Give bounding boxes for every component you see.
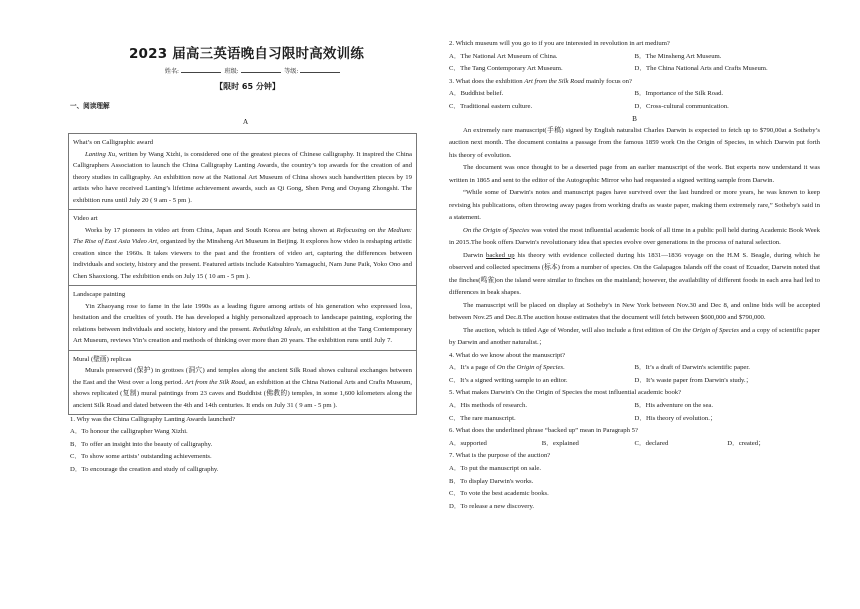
question-5 — [449, 387, 820, 425]
text-span: was voted the most influential academic book of all time in a public poll held during Academic Book Week in 2015.The book offers Darwin's revolutionary idea that species evolve over generations in the process of natural selection. — [449, 226, 820, 247]
name-label: 姓名: — [164, 68, 179, 75]
text-span: mainly focus on? — [584, 77, 632, 85]
option-a[interactable]: A．supported — [449, 439, 487, 447]
option-row — [449, 413, 820, 426]
option-c[interactable]: C．To vote the best academic books. — [449, 490, 549, 498]
landscape-section — [69, 285, 416, 350]
text-span: his theory with evidence collected during his 1831—1836 voyage on the H.M S. Beagle, during which he observed and collected specimens (标本) from a number of species. On the Galapagos Islands off the coast of Ecuador, Darwin noted that the finches(鸣雀)on the island were similar to finches on the mainland; however, the availability of different foods in each area had led to differences in beak shapes. — [449, 251, 820, 297]
paragraph-5 — [449, 250, 820, 300]
option-row — [449, 400, 820, 413]
exhibition-title: Refocusing on the Medium: The Rise of East Asia Video Art — [73, 226, 413, 245]
class-blank[interactable] — [241, 66, 281, 73]
option-d[interactable]: D．To release a new discovery. — [449, 502, 535, 510]
question-6 — [449, 425, 820, 450]
option-c[interactable]: C．Traditional eastern culture. — [449, 102, 533, 110]
passage-b-label: B — [632, 114, 637, 123]
paragraph-4 — [449, 225, 820, 250]
option-a[interactable]: A．His methods of research. — [449, 401, 528, 409]
mural-section — [69, 350, 416, 415]
option-d[interactable]: D．To encourage the creation and study of calligraphy. — [70, 465, 219, 473]
option-row — [449, 51, 820, 64]
option-b[interactable]: B．To display Darwin's works. — [449, 477, 534, 485]
page-title: 2023 届高三英语晚自习限时高效训练 — [128, 46, 365, 62]
option-row — [449, 375, 820, 388]
question-stem — [449, 76, 820, 89]
option-d[interactable]: D．It’s waste paper from Darwin's study.； — [634, 376, 753, 384]
option-a[interactable]: A．To put the manuscript on sale. — [449, 464, 542, 472]
section-heading: 一、阅读理解 — [70, 102, 110, 110]
option-c[interactable]: C．declared — [634, 439, 669, 447]
grade-blank[interactable] — [300, 66, 340, 73]
text-span: Murals preserved (保护) in grottoes (洞穴) and temples along the ancient Silk Road shows cultural exchanges between the East and the West over a long period. — [73, 367, 412, 386]
option-c[interactable]: C．It’s a signed writing sample to an editor. — [449, 376, 568, 384]
class-label: 班级: — [224, 68, 239, 75]
option-c[interactable]: C．The rare manuscript. — [449, 414, 516, 422]
option-b[interactable]: B．It’s a draft of Darwin's scientific paper. — [634, 364, 750, 372]
exhibition-title: Rebuilding Ideals — [252, 325, 301, 333]
calligraphy-section — [69, 134, 416, 209]
question-stem: 6. What does the underlined phrase “backed up” mean in Paragraph 5? — [449, 427, 638, 435]
time-limit: 【限时 65 分钟】 — [215, 82, 280, 91]
text-span: 3. What does the exhibition — [449, 77, 525, 85]
option-d[interactable]: D．created； — [727, 439, 765, 447]
passage-a-label: A — [242, 117, 249, 126]
section-title: Video art — [73, 215, 98, 222]
paragraph-2: The document was once thought to be a deserted page from an earlier manuscript of the work. But experts now understand it was written in 1865 and sent to the editor of the Autographic Mirror who had requested a signed writing sample from Darwin. — [449, 164, 820, 184]
book-title: On the Origin of Species — [672, 326, 740, 334]
book-title: Lanting Xu — [85, 150, 116, 158]
question-4 — [449, 350, 820, 388]
text-span: . — [563, 364, 565, 372]
option-row — [449, 63, 820, 76]
question-7 — [449, 450, 820, 513]
section-text — [73, 225, 412, 283]
section-text — [73, 149, 412, 207]
book-title: On the Origin of Species — [496, 364, 564, 372]
text-span: Yin Zhaoyang rose to fame in the late 1990s as a leading figure among artists of his generation who expressed loss, hesitation and the cruelties of youth. He has developed a highly personalized approach to landscape painting, exploring the relations between individuals and society, history and the present. — [73, 302, 412, 333]
question-stem: 1. Why was the China Calligraphy Lanting Awards launched? — [70, 416, 236, 423]
grade-label: 等级: — [284, 68, 299, 75]
option-row — [449, 88, 820, 101]
left-column — [70, 42, 417, 476]
section-title: What’s on Calligraphic award — [73, 139, 154, 146]
text-span: and a copy of scientific paper by Darwin and another naturalist.； — [449, 326, 820, 347]
option-b[interactable]: B．Importance of the Silk Road. — [634, 90, 724, 98]
option-a[interactable]: A．To honour the calligrapher Wang Xizhi. — [70, 428, 188, 436]
student-info-line — [90, 66, 417, 75]
question-stem: 5. What makes Darwin's On the Origin of Species the most influential academic book? — [449, 389, 682, 397]
question-3 — [449, 76, 820, 114]
option-b[interactable]: B．His adventure on the sea. — [634, 401, 714, 409]
text-span: The auction, which is titled Age of Wonder, will also include a first edition of — [463, 326, 673, 334]
exhibition-title: Art from the Silk Road — [184, 378, 246, 386]
option-b[interactable]: B．To offer an insight into the beauty of calligraphy. — [70, 440, 213, 448]
paragraph-6: The manuscript will be placed on display at Sotheby's in New York between Nov.30 and Dec 8, and online bids will be accepted between Nov.25 and Dec.8.The auction house estimates that the document will fetch between $600,000 and $790,000. — [449, 301, 820, 322]
option-a[interactable]: A．The National Art Museum of China. — [449, 52, 558, 60]
section-text — [73, 365, 412, 411]
name-blank[interactable] — [181, 66, 221, 73]
section-text — [73, 301, 412, 347]
option-b[interactable]: B．explained — [541, 439, 579, 447]
right-column — [449, 38, 820, 513]
text-span: Darwin — [463, 251, 486, 259]
text-span: A．It’s a page of — [449, 364, 497, 372]
video-art-section — [69, 209, 416, 285]
question-stem: 2. Which museum will you go to if you are interested in revolution in art medium? — [449, 40, 670, 47]
question-1 — [70, 414, 417, 476]
option-a[interactable] — [449, 362, 635, 375]
passage-b — [449, 125, 820, 350]
option-d[interactable]: D．The China National Arts and Crafts Museum. — [634, 65, 768, 73]
text-span: , organized by the Minsheng Art Museum in Beijing. It explores how video is reshaping artistic creation since the 1960s. It takes viewers to the past and the frontiers of video art, capturing the differences between individuals and society, history and the present. Featured artists include Katsuhiro Yamaguchi, Nam June Paik, Yoko Ono and Chen Shaoxiong. The exhibition ends on July 15 ( 10 am - 5 pm ). — [73, 238, 413, 280]
text-span: , an exhibition at the Tang Contemporary Art Museum, reviews Yin’s creation and methods of thinking over more than 20 years. The exhibition runs until July 7. — [73, 325, 412, 344]
option-b[interactable]: B．The Minsheng Art Museum. — [634, 52, 722, 60]
option-c[interactable]: C．To show some artists’ outstanding achievements. — [70, 453, 212, 461]
option-c[interactable]: C．The Tang Contemporary Art Museum. — [449, 65, 563, 73]
text-span: , written by Wang Xizhi, is considered one of the greatest pieces of Chinese calligraphy. It inspired the China Calligraphers Association to launch the China Calligraphy Lanting Awards, the country’s top awards for the creation of and theory studies in calligraphy. An exhibition now at the National Art Museum of China shows such handwritten pieces by 19 artists who have received Lanting’s lifetime achievement awards, such as Qi Gong, Shen Peng and Ouyang Zhongshi. The exhibition runs until July 20 ( 9 am - 5 pm ). — [73, 150, 412, 204]
paragraph-7 — [449, 325, 820, 350]
option-row — [449, 101, 820, 114]
passage-a-table — [68, 133, 417, 415]
paragraph-3: “While some of Darwin's notes and manuscript pages have survived over the last hundred or more years, he was known to keep revising his publications, often throwing away pages from working drafts as waste paper, making them extremely rare,” Sotheby's said in a statement. — [449, 189, 820, 222]
option-d[interactable]: D．Cross-cultural communication. — [634, 102, 729, 110]
section-title: Mural (壁画) replicas — [73, 355, 132, 363]
text-span: , an exhibition at the China National Arts and Crafts Museum, shows replicated (复制) mural paintings from 23 caves and Buddhist (佛教的) temples, in some 1,600 kilometers along the ancient Silk Road and dated between the 4th and 14th centuries. It ends on July 31 ( 9 am - 5 pm ). — [73, 378, 412, 409]
option-a[interactable]: A．Buddhist belief. — [449, 90, 504, 98]
book-title: On the Origin of Species — [463, 226, 530, 234]
question-2 — [449, 38, 820, 76]
option-d[interactable]: D．His theory of evolution.； — [634, 414, 717, 422]
question-stem: 7. What is the purpose of the auction? — [449, 452, 551, 460]
question-stem: 4. What do we know about the manuscript? — [449, 351, 566, 359]
exhibition-title: Art from the Silk Road — [524, 77, 585, 85]
underlined-phrase: backed up — [485, 251, 515, 259]
paragraph-1: An extremely rare manuscript(手稿) signed by English naturalist Charles Darwin is expected to fetch up to $790,00at a Sotheby’s auction next month. The document contains a passage from the famous 1859 work On the Origin of Species, in which Darwin put forth his theory of evolution. — [449, 126, 820, 159]
option-row — [449, 438, 820, 451]
section-title: Landscape painting — [73, 291, 126, 298]
text-span: Works by 17 pioneers in video art from China, Japan and South Korea are being shown at — [85, 226, 337, 234]
option-row — [449, 362, 820, 375]
